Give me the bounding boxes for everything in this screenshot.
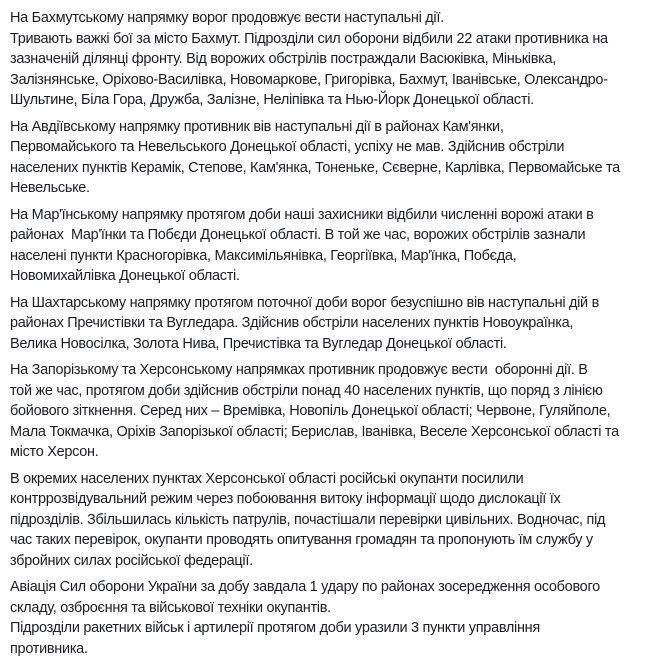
text-line: контррозвідувальний режим через побоювання витоку інформації щодо дислокації їх <box>10 489 668 510</box>
text-line: складу, озброєння та військової техніки окупантів. <box>10 598 668 619</box>
text-line: населених пунктів Керамік, Степове, Кам'янка, Тоненьке, Сєверне, Карлівка, Первомайське та <box>10 158 668 179</box>
text-line: той же час, протягом доби здійснив обстріли понад 40 населених пунктів, що поряд з лінією <box>10 381 668 402</box>
block-kherson-counterintelligence <box>10 469 668 572</box>
text-line: противника. <box>10 639 668 659</box>
text-line: Первомайського та Невельського Донецької області, успіху не мав. Здійснив обстріли <box>10 137 668 158</box>
text-line: районах Пречистівки та Вугледара. Здійснив обстріли населених пунктів Новоукраїнка, <box>10 313 668 334</box>
text-line: Тривають важкі бої за місто Бахмут. Підрозділи сил оборони відбили 22 атаки противника на <box>10 29 668 50</box>
text-line: Мала Токмачка, Оріхів Запорізької області; Берислав, Іванівка, Веселе Херсонської області та <box>10 422 668 443</box>
text-line: Шультине, Біла Гора, Дружба, Залізне, Неліпівка та Нью-Йорк Донецької області. <box>10 90 668 111</box>
text-line: Підрозділи ракетних військ і артилерії протягом доби уразили 3 пункти управління <box>10 618 668 639</box>
text-line: районах Мар'їнки та Побєди Донецької області. В той же час, ворожих обстрілів зазнали <box>10 225 668 246</box>
text-line: час таких перевірок, окупанти проводять опитування громадян та пропонують їм службу у <box>10 530 668 551</box>
block-avdiivka-direction <box>10 117 668 199</box>
text-line: Невельське. <box>10 178 668 199</box>
text-line: збройних силах російської федерації. <box>10 551 668 572</box>
text-line: Новомихайлівка Донецької області. <box>10 266 668 287</box>
text-line: Велика Новосілка, Золота Нива, Пречистівка та Вугледар Донецької області. <box>10 334 668 355</box>
text-line: бойового зіткнення. Серед них – Времівка, Новопіль Донецької області; Червоне, Гуляйполе, <box>10 401 668 422</box>
block-marinka-direction <box>10 205 668 287</box>
text-line: На Авдіївському напрямку противник вів наступальні дії в районах Кам'янки, <box>10 117 668 138</box>
block-bakhmut-direction <box>10 8 668 111</box>
text-line: На Запорізькому та Херсонському напрямках противник продовжує вести оборонні дії. В <box>10 360 668 381</box>
text-line: зазначеній ділянці фронту. Від ворожих обстрілів постраждали Васюківка, Міньківка, <box>10 49 668 70</box>
text-line: На Мар'їнському напрямку протягом доби наші захисники відбили численні ворожі атаки в <box>10 205 668 226</box>
block-shakhtarsk-direction <box>10 293 668 355</box>
text-line: В окремих населених пунктах Херсонської області російські окупанти посилили <box>10 469 668 490</box>
text-line: На Бахмутському напрямку ворог продовжує вести наступальні дії. <box>10 8 668 29</box>
text-line: місто Херсон. <box>10 442 668 463</box>
block-aviation-artillery-strikes <box>10 577 668 659</box>
block-zaporizhzhia-kherson-direction <box>10 360 668 463</box>
text-line: підрозділів. Збільшилась кількість патрулів, почастішали перевірки цивільних. Водночас, під <box>10 510 668 531</box>
text-line: населені пункти Красногорівка, Максимільянівка, Георгіївка, Мар'їнка, Побєда, <box>10 246 668 267</box>
text-line: Авіація Сил оборони України за добу завдала 1 удару по районах зосередження особового <box>10 577 668 598</box>
text-line: Залізнянське, Оріхово-Василівка, Новомаркове, Григорівка, Бахмут, Іванівське, Олександро- <box>10 70 668 91</box>
text-line: На Шахтарському напрямку протягом поточної доби ворог безуспішно вів наступальні дій в <box>10 293 668 314</box>
